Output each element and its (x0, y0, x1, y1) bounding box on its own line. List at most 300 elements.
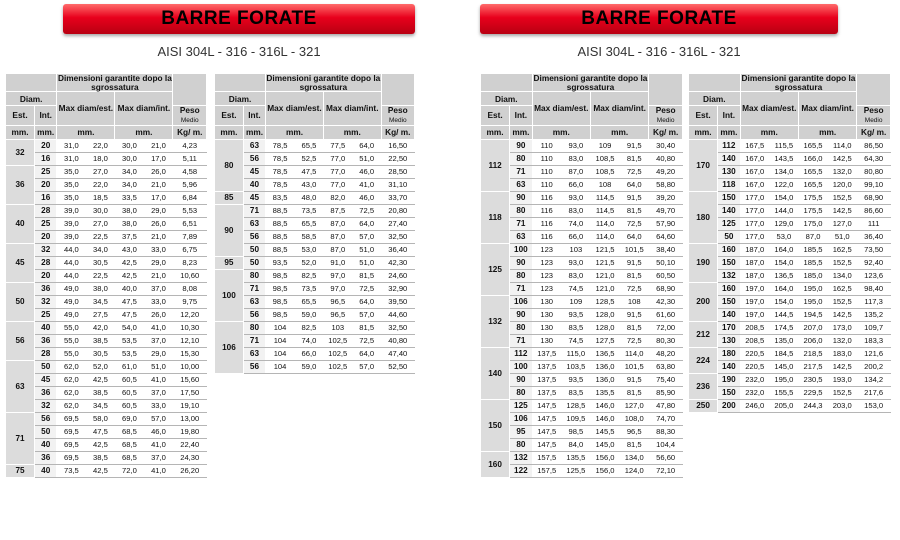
cell-max-est-inner: 43,0 (294, 178, 323, 191)
cell-max-int-outer: 40,0 (115, 282, 144, 295)
cell-max-est-outer: 116 (532, 204, 561, 217)
cell-peso: 153,0 (857, 399, 891, 412)
cell-max-est-outer: 104 (266, 321, 295, 334)
table-row (481, 204, 683, 217)
table-row (689, 282, 891, 295)
cell-int: 50 (718, 230, 740, 243)
cell-max-int-inner: 142,5 (828, 152, 857, 165)
cell-max-est-outer: 177,0 (740, 230, 769, 243)
cell-int: 20 (35, 269, 57, 282)
cell-peso: 6,84 (173, 191, 207, 204)
cell-peso: 6,75 (173, 243, 207, 256)
cell-max-est-outer: 197,0 (740, 308, 769, 321)
cell-max-int-inner: 26,0 (144, 217, 173, 230)
cell-max-est-inner: 22,5 (86, 269, 115, 282)
cell-max-est-inner: 115,0 (561, 347, 590, 360)
medio-label: Medio (180, 117, 199, 125)
cell-max-est-inner: 59,0 (294, 308, 323, 321)
cell-peso: 26,20 (173, 464, 207, 477)
table-row (689, 243, 891, 256)
cell-max-est-outer: 137,5 (532, 386, 561, 399)
header-blank (6, 74, 57, 92)
header-dimensions: Dimensioni garantite dopo la sgrossatura (57, 73, 172, 92)
cell-max-est-outer: 147,5 (532, 399, 561, 412)
cell-max-int-inner: 41,0 (352, 178, 381, 191)
cell-peso: 80,30 (649, 334, 683, 347)
cell-max-est-outer: 197,0 (740, 295, 769, 308)
cell-int: 125 (510, 399, 532, 412)
cell-int: 80 (510, 386, 532, 399)
cell-max-int-outer: 60,5 (115, 386, 144, 399)
table-row (6, 191, 207, 204)
cell-max-int-inner: 29,0 (144, 256, 173, 269)
cell-max-est-outer: 187,0 (740, 269, 769, 282)
cell-peso: 104,4 (649, 438, 683, 451)
cell-max-int-outer: 229,5 (798, 386, 827, 399)
cell-peso: 117,3 (857, 295, 891, 308)
cell-est: 32 (6, 139, 35, 165)
cell-max-int-inner: 152,5 (828, 256, 857, 269)
cell-max-int-inner: 51,0 (352, 152, 381, 165)
cell-int: 140 (718, 360, 740, 373)
cell-max-int-inner: 21,0 (144, 269, 173, 282)
cell-max-est-outer: 88,5 (266, 204, 295, 217)
cell-max-est-outer: 69,5 (57, 412, 86, 425)
table-row (481, 321, 683, 334)
cell-max-int-outer: 218,5 (798, 347, 827, 360)
cell-int: 160 (718, 282, 740, 295)
table-row (481, 295, 683, 308)
header-blank (481, 74, 533, 92)
cell-peso: 39,50 (381, 295, 414, 308)
table-row (215, 282, 415, 295)
cell-peso: 8,23 (173, 256, 207, 269)
cell-max-est-inner: 128,5 (561, 399, 590, 412)
header-blank (689, 74, 741, 92)
cell-max-est-outer: 167,0 (740, 165, 769, 178)
cell-est: 50 (6, 282, 35, 321)
cell-max-int-inner: 33,0 (144, 295, 173, 308)
cell-max-int-outer: 109 (590, 139, 619, 152)
cell-peso: 68,90 (857, 191, 891, 204)
table-row (215, 165, 415, 178)
cell-max-est-inner: 83,5 (561, 386, 590, 399)
cell-max-est-outer: 177,0 (740, 191, 769, 204)
cell-max-est-outer: 130 (532, 308, 561, 321)
cell-max-est-inner: 205,0 (769, 399, 798, 412)
cell-max-int-outer: 42,5 (115, 269, 144, 282)
cell-peso: 15,30 (173, 347, 207, 360)
cell-int: 130 (718, 165, 740, 178)
header-diam: Diam. (215, 92, 266, 106)
cell-int: 122 (510, 464, 532, 477)
cell-max-int-inner: 17,0 (144, 152, 173, 165)
table-row (6, 295, 207, 308)
cell-max-int-inner: 29,0 (144, 204, 173, 217)
cell-max-est-inner: 154,0 (769, 256, 798, 269)
cell-peso: 32,90 (381, 282, 414, 295)
cell-max-int-inner: 193,0 (828, 373, 857, 386)
cell-peso: 109,7 (857, 321, 891, 334)
cell-int: 56 (243, 308, 265, 321)
cell-max-int-outer: 128,0 (590, 308, 619, 321)
cell-max-int-inner: 120,0 (828, 178, 857, 191)
table-row (481, 308, 683, 321)
table-row (6, 204, 207, 217)
table-row (6, 412, 207, 425)
cell-max-int-inner: 124,0 (620, 464, 649, 477)
cell-int: 28 (35, 204, 57, 217)
cell-max-int-outer: 135,5 (590, 386, 619, 399)
cell-int: 150 (718, 191, 740, 204)
cell-max-est-outer: 49,0 (57, 282, 86, 295)
cell-max-est-inner: 115,5 (769, 139, 798, 152)
cell-max-int-outer: 87,0 (798, 230, 827, 243)
cell-est: 180 (689, 191, 718, 243)
table-row (215, 191, 415, 204)
cell-max-int-inner: 17,0 (144, 191, 173, 204)
cell-int: 16 (35, 191, 57, 204)
cell-max-int-inner: 33,0 (144, 243, 173, 256)
cell-int: 32 (35, 243, 57, 256)
cell-max-int-outer: 108,5 (590, 152, 619, 165)
cell-max-int-inner: 91,5 (620, 191, 649, 204)
cell-peso: 217,6 (857, 386, 891, 399)
header-kg: Kg/ m. (857, 125, 891, 139)
cell-max-int-inner: 33,0 (144, 399, 173, 412)
cell-max-est-inner: 47,5 (86, 425, 115, 438)
cell-max-int-inner: 81,5 (352, 321, 381, 334)
cell-max-est-inner: 84,0 (561, 438, 590, 451)
cell-peso: 40,80 (381, 334, 414, 347)
cell-int: 180 (718, 347, 740, 360)
cell-max-est-outer: 187,0 (740, 243, 769, 256)
cell-max-int-outer: 175,5 (798, 191, 827, 204)
unit-mm: mm. (590, 125, 648, 139)
cell-peso: 200,2 (857, 360, 891, 373)
cell-max-int-outer: 121,5 (590, 256, 619, 269)
cell-max-est-inner: 27,0 (86, 165, 115, 178)
cell-max-est-outer: 49,0 (57, 295, 86, 308)
cell-max-est-inner: 144,0 (769, 204, 798, 217)
cell-max-int-inner: 96,5 (620, 425, 649, 438)
cell-peso: 135,2 (857, 308, 891, 321)
cell-max-est-outer: 147,5 (532, 412, 561, 425)
cell-max-est-outer: 62,0 (57, 373, 86, 386)
table-row (6, 386, 207, 399)
cell-peso: 73,50 (857, 243, 891, 256)
cell-max-est-inner: 34,5 (86, 399, 115, 412)
header-max-est: Max diam/est. (532, 92, 590, 126)
cell-peso: 36,40 (381, 243, 414, 256)
cell-max-est-outer: 157,5 (532, 451, 561, 464)
cell-int: 90 (510, 308, 532, 321)
cell-int: 71 (510, 165, 532, 178)
cell-peso: 19,80 (173, 425, 207, 438)
cell-int: 36 (35, 334, 57, 347)
cell-peso: 12,10 (173, 334, 207, 347)
table-row (215, 308, 415, 321)
cell-max-int-inner: 134,0 (620, 451, 649, 464)
cell-int: 16 (35, 152, 57, 165)
cell-int: 150 (718, 295, 740, 308)
header-est: Est. (6, 106, 35, 126)
cell-max-est-inner: 48,0 (294, 191, 323, 204)
peso-label: Peso (179, 105, 200, 116)
cell-max-int-inner: 91,5 (620, 256, 649, 269)
cell-max-est-inner: 83,0 (561, 204, 590, 217)
cell-max-est-inner: 58,5 (294, 230, 323, 243)
cell-int: 112 (510, 347, 532, 360)
cell-peso: 28,50 (381, 165, 414, 178)
peso-label: Peso (387, 105, 408, 116)
cell-max-est-outer: 62,0 (57, 360, 86, 373)
cell-est: 100 (215, 269, 244, 321)
cell-max-int-inner: 64,0 (352, 217, 381, 230)
cell-int: 40 (243, 178, 265, 191)
cell-max-int-outer: 128,0 (590, 321, 619, 334)
cell-max-int-inner: 37,0 (144, 334, 173, 347)
cell-max-int-inner: 21,0 (144, 139, 173, 152)
cell-int: 25 (35, 308, 57, 321)
table-row (6, 165, 207, 178)
cell-max-est-inner: 53,0 (294, 243, 323, 256)
medio-label: Medio (388, 117, 407, 125)
cell-max-est-outer: 98,5 (266, 295, 295, 308)
cell-max-est-inner: 66,0 (561, 230, 590, 243)
cell-max-est-outer: 55,0 (57, 321, 86, 334)
cell-max-est-outer: 98,5 (266, 269, 295, 282)
table-row (481, 386, 683, 399)
cell-max-int-inner: 51,0 (352, 256, 381, 269)
cell-max-est-inner: 82,5 (294, 269, 323, 282)
cell-max-est-inner: 52,0 (86, 360, 115, 373)
cell-peso: 86,50 (857, 139, 891, 152)
cell-max-int-outer: 230,5 (798, 373, 827, 386)
cell-max-est-inner: 65,5 (294, 295, 323, 308)
cell-max-int-outer: 156,0 (590, 451, 619, 464)
cell-peso: 10,30 (173, 321, 207, 334)
cell-est: 132 (481, 295, 510, 347)
table-row (6, 451, 207, 464)
cell-max-int-inner: 64,0 (352, 347, 381, 360)
cell-max-int-inner: 142,5 (828, 360, 857, 373)
cell-int: 20 (35, 178, 57, 191)
cell-max-int-outer: 38,0 (115, 204, 144, 217)
cell-max-int-inner: 81,5 (620, 204, 649, 217)
cell-max-est-inner: 52,0 (294, 256, 323, 269)
header-max-est: Max diam/est. (740, 92, 798, 126)
table-row (689, 386, 891, 399)
cell-max-int-outer: 175,5 (798, 204, 827, 217)
header-est: Est. (689, 106, 718, 126)
cell-int: 56 (243, 230, 265, 243)
cell-max-int-inner: 91,5 (620, 139, 649, 152)
table-row (689, 360, 891, 373)
cell-max-est-outer: 208,5 (740, 334, 769, 347)
cell-max-int-inner: 132,0 (828, 165, 857, 178)
cell-max-est-inner: 74,0 (294, 334, 323, 347)
cell-max-int-inner: 26,0 (144, 165, 173, 178)
cell-max-est-outer: 35,0 (57, 191, 86, 204)
cell-max-int-outer: 68,5 (115, 451, 144, 464)
table-row (481, 230, 683, 243)
cell-max-int-inner: 162,5 (828, 282, 857, 295)
cell-est: 250 (689, 399, 718, 412)
cell-max-int-inner: 91,5 (620, 373, 649, 386)
cell-max-int-outer: 156,0 (590, 464, 619, 477)
cell-max-int-inner: 132,0 (828, 334, 857, 347)
cell-max-est-outer: 69,5 (57, 451, 86, 464)
cell-peso: 4,23 (173, 139, 207, 152)
cell-max-int-outer: 244,3 (798, 399, 827, 412)
cell-int: 90 (510, 256, 532, 269)
cell-max-int-outer: 33,5 (115, 191, 144, 204)
header-diam: Diam. (481, 92, 533, 106)
cell-max-int-outer: 207,0 (798, 321, 827, 334)
unit-mm: mm. (323, 125, 381, 139)
cell-peso: 85,90 (649, 386, 683, 399)
cell-peso: 5,96 (173, 178, 207, 191)
header-est: Est. (215, 106, 244, 126)
unit-mm: mm. (718, 125, 740, 139)
cell-max-est-outer: 246,0 (740, 399, 769, 412)
cell-max-est-outer: 116 (532, 230, 561, 243)
cell-int: 80 (243, 269, 265, 282)
cell-max-est-outer: 130 (532, 321, 561, 334)
cell-max-int-inner: 26,0 (144, 308, 173, 321)
cell-max-est-inner: 155,5 (769, 386, 798, 399)
cell-int: 40 (35, 321, 57, 334)
right-table-1 (480, 73, 683, 478)
table-row (6, 373, 207, 386)
table-row (689, 191, 891, 204)
cell-max-int-outer: 96,5 (323, 295, 352, 308)
table-row (6, 178, 207, 191)
cell-max-est-outer: 83,5 (266, 191, 295, 204)
table-row (215, 360, 415, 373)
table-row (689, 308, 891, 321)
header-diam: Diam. (6, 92, 57, 106)
cell-max-int-outer: 128,5 (590, 295, 619, 308)
cell-est: 36 (6, 165, 35, 204)
cell-max-int-inner: 46,0 (144, 425, 173, 438)
cell-max-int-inner: 142,5 (828, 308, 857, 321)
cell-peso: 32,50 (381, 230, 414, 243)
table-row (6, 399, 207, 412)
cell-int: 80 (510, 204, 532, 217)
cell-max-int-outer: 87,0 (323, 217, 352, 230)
cell-int: 140 (718, 308, 740, 321)
cell-max-est-outer: 88,5 (266, 217, 295, 230)
header-kg: Kg/ m. (173, 125, 207, 139)
cell-int: 160 (718, 243, 740, 256)
cell-peso: 72,10 (649, 464, 683, 477)
cell-peso: 10,60 (173, 269, 207, 282)
cell-peso: 22,40 (173, 438, 207, 451)
cell-max-int-outer: 68,5 (115, 425, 144, 438)
header-int: Int. (243, 106, 265, 126)
cell-max-est-inner: 42,5 (86, 464, 115, 477)
cell-max-int-outer: 165,5 (798, 178, 827, 191)
unit-mm: mm. (798, 125, 856, 139)
cell-int: 63 (243, 347, 265, 360)
cell-max-int-inner: 72,5 (352, 282, 381, 295)
cell-max-est-outer: 73,5 (57, 464, 86, 477)
table-row (481, 464, 683, 477)
cell-max-est-inner: 74,5 (561, 334, 590, 347)
header-kg: Kg/ m. (381, 125, 414, 139)
table-row (689, 139, 891, 152)
cell-max-est-inner: 38,5 (86, 386, 115, 399)
header-dimensions: Dimensioni garantite dopo la sgrossatura (266, 73, 381, 92)
cell-peso: 5,11 (173, 152, 207, 165)
cell-max-est-inner: 73,5 (294, 282, 323, 295)
table-row (481, 269, 683, 282)
cell-int: 80 (243, 321, 265, 334)
cell-max-est-outer: 220,5 (740, 360, 769, 373)
unit-mm: mm. (689, 125, 718, 139)
cell-peso: 24,30 (173, 451, 207, 464)
cell-max-int-inner: 142,5 (828, 204, 857, 217)
cell-int: 190 (718, 373, 740, 386)
cell-est: 40 (6, 204, 35, 243)
cell-peso: 47,80 (649, 399, 683, 412)
cell-peso: 64,60 (649, 230, 683, 243)
header-max-int: Max diam/int. (798, 92, 856, 126)
cell-int: 63 (243, 139, 265, 152)
cell-max-int-outer: 102,5 (323, 347, 352, 360)
cell-int: 90 (510, 373, 532, 386)
cell-int: 71 (243, 204, 265, 217)
cell-max-est-inner: 144,5 (769, 308, 798, 321)
cell-max-int-outer: 97,0 (323, 269, 352, 282)
cell-peso: 38,40 (649, 243, 683, 256)
cell-max-est-inner: 74,5 (561, 282, 590, 295)
table-row (689, 347, 891, 360)
cell-int: 71 (510, 217, 532, 230)
cell-max-int-inner: 37,0 (144, 282, 173, 295)
cell-max-est-inner: 87,0 (561, 165, 590, 178)
cell-max-int-outer: 91,0 (323, 256, 352, 269)
right-table-2 (688, 73, 891, 413)
cell-est: 150 (481, 399, 510, 451)
cell-max-est-inner: 18,5 (86, 191, 115, 204)
cell-max-est-outer: 232,0 (740, 386, 769, 399)
cell-max-int-inner: 152,5 (828, 386, 857, 399)
cell-max-int-outer: 114,5 (590, 204, 619, 217)
unit-mm: mm. (57, 125, 115, 139)
cell-max-est-inner: 83,0 (561, 152, 590, 165)
unit-mm: mm. (532, 125, 590, 139)
cell-int: 140 (718, 204, 740, 217)
cell-peso: 44,60 (381, 308, 414, 321)
cell-max-int-inner: 21,0 (144, 230, 173, 243)
cell-max-int-inner: 108 (620, 295, 649, 308)
cell-max-est-inner: 93,5 (561, 308, 590, 321)
cell-est: 224 (689, 347, 718, 373)
cell-int: 50 (243, 256, 265, 269)
cell-max-est-inner: 154,0 (769, 295, 798, 308)
cell-est: 190 (689, 243, 718, 282)
cell-max-est-outer: 104 (266, 360, 295, 373)
cell-peso: 49,70 (649, 204, 683, 217)
cell-peso: 99,10 (857, 178, 891, 191)
cell-max-int-outer: 77,0 (323, 165, 352, 178)
cell-max-int-inner: 127,0 (620, 399, 649, 412)
cell-max-est-outer: 62,0 (57, 399, 86, 412)
cell-peso: 123,6 (857, 269, 891, 282)
